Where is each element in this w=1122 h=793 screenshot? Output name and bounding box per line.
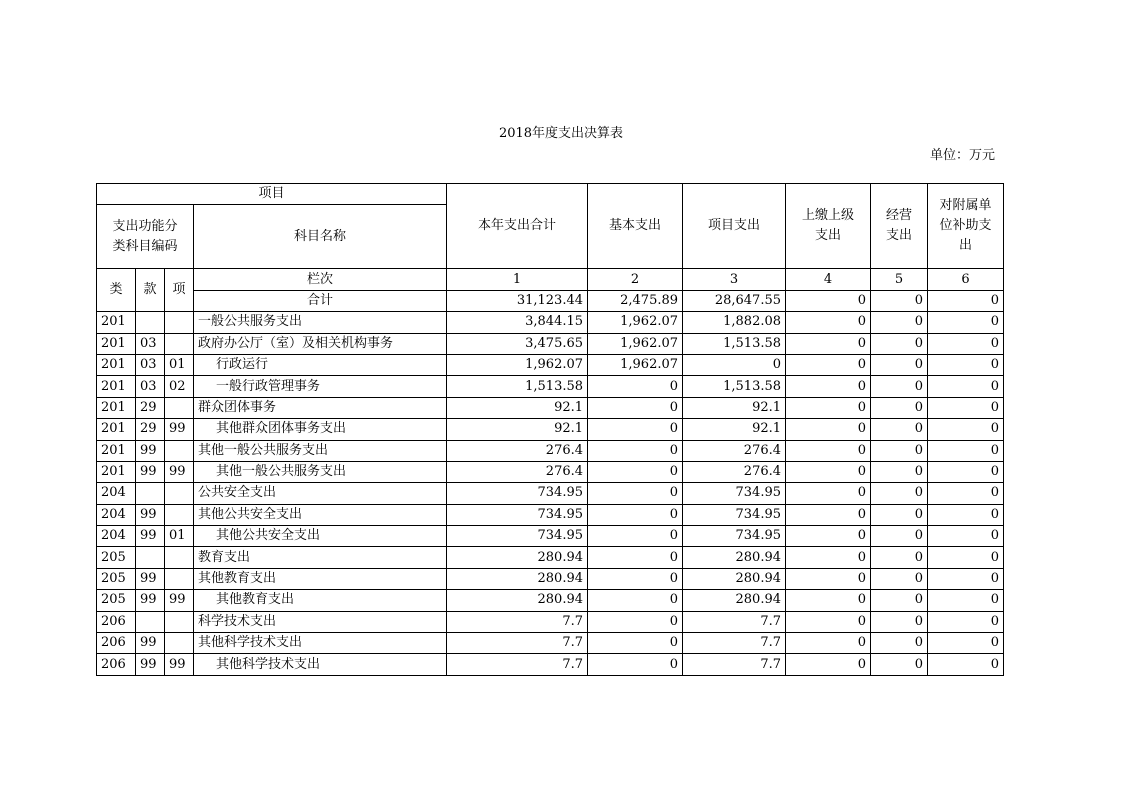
amount-cell: 0: [786, 440, 871, 461]
code-lei: 204: [97, 483, 136, 504]
header-business: 经营支出: [871, 184, 928, 269]
amount-cell: 0: [928, 568, 1004, 589]
code-lei: 201: [97, 440, 136, 461]
code-lei: 205: [97, 568, 136, 589]
table-row: [97, 633, 1004, 654]
code-lei: 201: [97, 312, 136, 333]
code-lei: 205: [97, 590, 136, 611]
code-xiang: 99: [165, 654, 194, 675]
col-num-2: 2: [588, 269, 683, 290]
table-row: [97, 419, 1004, 440]
code-xiang: 01: [165, 354, 194, 375]
header-basic: 基本支出: [588, 184, 683, 269]
amount-cell: 734.95: [683, 483, 786, 504]
table-row: [97, 526, 1004, 547]
subject-name: 其他教育支出: [194, 590, 447, 611]
table-row: [97, 504, 1004, 525]
code-xiang: [165, 633, 194, 654]
code-xiang: 02: [165, 376, 194, 397]
table-row: [97, 354, 1004, 375]
amount-cell: 280.94: [683, 590, 786, 611]
amount-cell: 0: [871, 526, 928, 547]
amount-cell: 0: [786, 483, 871, 504]
amount-cell: 0: [871, 419, 928, 440]
amount-cell: 7.7: [683, 633, 786, 654]
code-xiang: [165, 504, 194, 525]
amount-cell: 734.95: [447, 483, 588, 504]
code-kuan: [136, 483, 165, 504]
amount-cell: 92.1: [683, 419, 786, 440]
amount-cell: 0: [928, 333, 1004, 354]
table-row: [97, 611, 1004, 632]
table-row: [97, 333, 1004, 354]
code-lei: 206: [97, 611, 136, 632]
code-xiang: [165, 333, 194, 354]
subject-name: 其他一般公共服务支出: [194, 440, 447, 461]
amount-cell: 276.4: [683, 461, 786, 482]
amount-cell: 92.1: [447, 419, 588, 440]
code-lei: 206: [97, 633, 136, 654]
code-kuan: 99: [136, 590, 165, 611]
amount-cell: 0: [786, 504, 871, 525]
code-kuan: 99: [136, 461, 165, 482]
code-xiang: [165, 611, 194, 632]
code-lei: 205: [97, 547, 136, 568]
subject-name: 公共安全支出: [194, 483, 447, 504]
amount-cell: 1,962.07: [588, 333, 683, 354]
header-code-group: 支出功能分类科目编码: [97, 205, 194, 269]
total-label: 合计: [194, 290, 447, 311]
amount-cell: 0: [588, 547, 683, 568]
code-kuan: 99: [136, 526, 165, 547]
table-row: [97, 590, 1004, 611]
code-kuan: [136, 547, 165, 568]
col-num-1: 1: [447, 269, 588, 290]
amount-cell: 0: [928, 547, 1004, 568]
code-xiang: 01: [165, 526, 194, 547]
code-xiang: [165, 483, 194, 504]
amount-cell: 0: [588, 654, 683, 675]
code-xiang: [165, 397, 194, 418]
table-row: [97, 483, 1004, 504]
amount-cell: 1,513.58: [447, 376, 588, 397]
subject-name: 行政运行: [194, 354, 447, 375]
table-row: [97, 568, 1004, 589]
code-xiang: [165, 440, 194, 461]
amount-cell: 7.7: [683, 654, 786, 675]
amount-cell: 0: [588, 568, 683, 589]
subject-name: 一般行政管理事务: [194, 376, 447, 397]
amount-cell: 0: [588, 526, 683, 547]
amount-cell: 0: [588, 633, 683, 654]
subject-name: 政府办公厅（室）及相关机构事务: [194, 333, 447, 354]
code-kuan: 03: [136, 376, 165, 397]
table-row: [97, 547, 1004, 568]
amount-cell: 0: [928, 483, 1004, 504]
amount-cell: 0: [928, 376, 1004, 397]
table-row: [97, 312, 1004, 333]
code-lei: 206: [97, 654, 136, 675]
col-num-3: 3: [683, 269, 786, 290]
amount-cell: 0: [871, 312, 928, 333]
page-title: 2018年度支出决算表: [498, 126, 624, 141]
code-lei: 201: [97, 354, 136, 375]
amount-cell: 0: [928, 354, 1004, 375]
header-row-3: [97, 269, 1004, 290]
amount-cell: 0: [786, 526, 871, 547]
amount-cell: 734.95: [683, 504, 786, 525]
total-value: 31,123.44: [447, 290, 588, 311]
amount-cell: 0: [928, 312, 1004, 333]
amount-cell: 280.94: [683, 547, 786, 568]
amount-cell: 0: [928, 419, 1004, 440]
header-project: 项目支出: [683, 184, 786, 269]
amount-cell: 734.95: [447, 504, 588, 525]
code-kuan: 99: [136, 440, 165, 461]
amount-cell: 0: [871, 654, 928, 675]
header-subject-name: 科目名称: [194, 205, 447, 269]
table-row: [97, 440, 1004, 461]
amount-cell: 0: [871, 397, 928, 418]
amount-cell: 0: [588, 376, 683, 397]
header-row-1: [97, 184, 1004, 205]
amount-cell: 0: [786, 312, 871, 333]
code-xiang: 99: [165, 590, 194, 611]
amount-cell: 0: [871, 568, 928, 589]
amount-cell: 0: [928, 397, 1004, 418]
amount-cell: 0: [588, 504, 683, 525]
amount-cell: 92.1: [683, 397, 786, 418]
amount-cell: 0: [871, 547, 928, 568]
subject-name: 其他科学技术支出: [194, 633, 447, 654]
code-lei: 201: [97, 376, 136, 397]
amount-cell: 276.4: [683, 440, 786, 461]
header-xiang: 项: [165, 269, 194, 312]
amount-cell: 0: [588, 397, 683, 418]
amount-cell: 0: [786, 547, 871, 568]
code-kuan: [136, 312, 165, 333]
amount-cell: 7.7: [683, 611, 786, 632]
unit-label: 单位：万元: [930, 148, 996, 163]
total-value: 2,475.89: [588, 290, 683, 311]
amount-cell: 0: [928, 654, 1004, 675]
subject-name: 其他群众团体事务支出: [194, 419, 447, 440]
amount-cell: 0: [588, 590, 683, 611]
amount-cell: 0: [871, 461, 928, 482]
col-num-4: 4: [786, 269, 871, 290]
amount-cell: 0: [871, 504, 928, 525]
amount-cell: 0: [786, 633, 871, 654]
amount-cell: 1,962.07: [588, 312, 683, 333]
header-upper: 上缴上级支出: [786, 184, 871, 269]
amount-cell: 7.7: [447, 611, 588, 632]
code-xiang: 99: [165, 419, 194, 440]
amount-cell: 276.4: [447, 461, 588, 482]
header-lei: 类: [97, 269, 136, 312]
code-lei: 201: [97, 333, 136, 354]
amount-cell: 280.94: [683, 568, 786, 589]
amount-cell: 0: [683, 354, 786, 375]
amount-cell: 0: [928, 590, 1004, 611]
amount-cell: 0: [871, 440, 928, 461]
amount-cell: 1,513.58: [683, 376, 786, 397]
amount-cell: 0: [786, 654, 871, 675]
amount-cell: 0: [786, 397, 871, 418]
amount-cell: 0: [928, 504, 1004, 525]
total-value: 28,647.55: [683, 290, 786, 311]
amount-cell: 0: [786, 376, 871, 397]
table-row: [97, 376, 1004, 397]
code-kuan: [136, 611, 165, 632]
amount-cell: 0: [871, 376, 928, 397]
amount-cell: 3,844.15: [447, 312, 588, 333]
expenditure-table: [96, 183, 1004, 676]
amount-cell: 0: [871, 633, 928, 654]
amount-cell: 0: [928, 440, 1004, 461]
amount-cell: 280.94: [447, 547, 588, 568]
header-total: 本年支出合计: [447, 184, 588, 269]
amount-cell: 0: [786, 333, 871, 354]
code-kuan: 03: [136, 354, 165, 375]
amount-cell: 0: [786, 354, 871, 375]
header-subsidy: 对附属单位补助支出: [928, 184, 1004, 269]
code-lei: 201: [97, 461, 136, 482]
amount-cell: 7.7: [447, 633, 588, 654]
amount-cell: 0: [786, 419, 871, 440]
table-row: [97, 654, 1004, 675]
amount-cell: 276.4: [447, 440, 588, 461]
amount-cell: 0: [786, 611, 871, 632]
amount-cell: 1,882.08: [683, 312, 786, 333]
table-row: [97, 397, 1004, 418]
subject-name: 其他公共安全支出: [194, 526, 447, 547]
amount-cell: 1,962.07: [447, 354, 588, 375]
amount-cell: 0: [871, 611, 928, 632]
code-lei: 204: [97, 526, 136, 547]
amount-cell: 0: [588, 419, 683, 440]
amount-cell: 3,475.65: [447, 333, 588, 354]
code-lei: 201: [97, 419, 136, 440]
subject-name: 一般公共服务支出: [194, 312, 447, 333]
amount-cell: 0: [588, 611, 683, 632]
amount-cell: 280.94: [447, 568, 588, 589]
amount-cell: 1,962.07: [588, 354, 683, 375]
subject-name: 其他一般公共服务支出: [194, 461, 447, 482]
code-xiang: 99: [165, 461, 194, 482]
amount-cell: 280.94: [447, 590, 588, 611]
col-num-5: 5: [871, 269, 928, 290]
total-row: [97, 290, 1004, 311]
code-xiang: [165, 547, 194, 568]
amount-cell: 0: [871, 333, 928, 354]
code-kuan: 99: [136, 633, 165, 654]
header-item: 项目: [97, 184, 447, 205]
total-value: 0: [928, 290, 1004, 311]
code-kuan: 99: [136, 568, 165, 589]
code-kuan: 99: [136, 504, 165, 525]
code-kuan: 29: [136, 397, 165, 418]
header-kuan: 款: [136, 269, 165, 312]
table-row: [97, 461, 1004, 482]
amount-cell: 734.95: [447, 526, 588, 547]
amount-cell: 0: [928, 461, 1004, 482]
amount-cell: 0: [871, 590, 928, 611]
amount-cell: 1,513.58: [683, 333, 786, 354]
header-lanci: 栏次: [194, 269, 447, 290]
code-xiang: [165, 312, 194, 333]
amount-cell: 0: [928, 633, 1004, 654]
amount-cell: 92.1: [447, 397, 588, 418]
total-value: 0: [871, 290, 928, 311]
amount-cell: 0: [928, 526, 1004, 547]
subject-name: 教育支出: [194, 547, 447, 568]
subject-name: 群众团体事务: [194, 397, 447, 418]
code-kuan: 99: [136, 654, 165, 675]
amount-cell: 0: [588, 483, 683, 504]
code-lei: 201: [97, 397, 136, 418]
amount-cell: 0: [928, 611, 1004, 632]
amount-cell: 734.95: [683, 526, 786, 547]
code-lei: 204: [97, 504, 136, 525]
amount-cell: 0: [786, 461, 871, 482]
amount-cell: 0: [871, 354, 928, 375]
total-value: 0: [786, 290, 871, 311]
code-kuan: 03: [136, 333, 165, 354]
code-xiang: [165, 568, 194, 589]
amount-cell: 0: [786, 590, 871, 611]
code-kuan: 29: [136, 419, 165, 440]
subject-name: 科学技术支出: [194, 611, 447, 632]
amount-cell: 0: [871, 483, 928, 504]
subject-name: 其他公共安全支出: [194, 504, 447, 525]
amount-cell: 7.7: [447, 654, 588, 675]
amount-cell: 0: [786, 568, 871, 589]
amount-cell: 0: [588, 440, 683, 461]
col-num-6: 6: [928, 269, 1004, 290]
subject-name: 其他科学技术支出: [194, 654, 447, 675]
amount-cell: 0: [588, 461, 683, 482]
subject-name: 其他教育支出: [194, 568, 447, 589]
